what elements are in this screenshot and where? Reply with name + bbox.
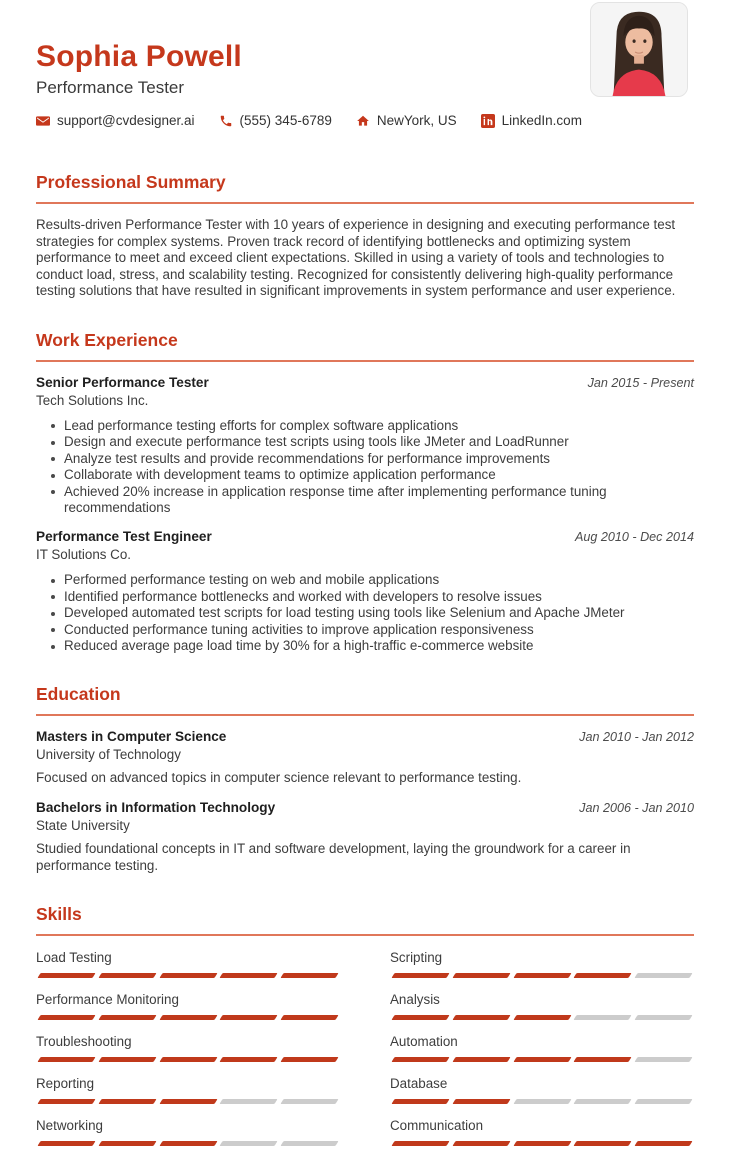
person-job-title: Performance Tester (36, 78, 185, 97)
job-bullet: Collaborate with development teams to optimize application performance (36, 467, 694, 483)
skill-bar-segment (220, 1141, 278, 1146)
skill-bar-segment (159, 1099, 217, 1104)
skill-level-bar (390, 1141, 694, 1146)
degree-title: Bachelors in Information Technology (36, 800, 276, 816)
skill-label: Reporting (36, 1076, 95, 1092)
skill-bar-segment (452, 1057, 510, 1062)
skill-level-bar (36, 973, 340, 978)
contact-email-text: support@cvdesigner.ai (57, 113, 195, 128)
job-bullet: Design and execute performance test scripts using tools like JMeter and LoadRunner (36, 434, 694, 450)
section-education (36, 684, 694, 874)
contact-linkedin-text: LinkedIn.com (501, 113, 582, 128)
skill-item (390, 950, 694, 978)
job-bullet: Achieved 20% increase in application response time after implementing performance tuning recommendations (36, 484, 694, 517)
skill-bar-segment (452, 1015, 510, 1020)
skill-item (36, 1034, 340, 1062)
skill-label: Performance Monitoring (36, 992, 179, 1008)
skill-label: Networking (36, 1118, 103, 1134)
job-bullet: Developed automated test scripts for load testing using tools like Selenium and Apache JMeter (36, 605, 694, 621)
skills-column-left (36, 950, 340, 1160)
contact-phone[interactable] (219, 113, 332, 128)
summary-text: Results-driven Performance Tester with 10 years of experience in designing and executing performance test strategies for complex systems. Proven track record of identifying bottlenecks and optimizing system performance to meet and exceed client expectations. Skilled in using a variety of tools and technologies to conduct load, stress, and scalability testing. Recognized for consistently delivering high-quality performance testing solutions that have resulted in significant improvements in system performance and user experience. (36, 217, 676, 299)
education-entry-head (36, 800, 694, 815)
skill-level-bar (36, 1057, 340, 1062)
contact-location (356, 113, 457, 128)
skill-bar-segment (635, 1141, 693, 1146)
skill-bar-segment (98, 973, 156, 978)
education-entry-head (36, 729, 694, 744)
skill-bar-segment (635, 973, 693, 978)
degree-title: Masters in Computer Science (36, 729, 227, 745)
skill-bar-segment (220, 1015, 278, 1020)
skill-level-bar (390, 1057, 694, 1062)
school-name: University of Technology (36, 747, 181, 763)
skill-item (390, 1034, 694, 1062)
phone-icon (219, 114, 233, 128)
skill-bar-segment (220, 1099, 278, 1104)
section-skills (36, 904, 694, 1160)
skill-item (36, 1076, 340, 1104)
skill-label: Analysis (390, 992, 440, 1008)
skill-bar-segment (574, 973, 632, 978)
skill-label: Load Testing (36, 950, 112, 966)
skill-bar-segment (159, 973, 217, 978)
skill-bar-segment (635, 1099, 693, 1104)
education-description: Focused on advanced topics in computer science relevant to performance testing. (36, 770, 522, 786)
profile-photo (590, 2, 688, 97)
education-entry (36, 800, 694, 874)
skill-label: Database (390, 1076, 448, 1092)
skill-item (390, 1076, 694, 1104)
education-dates: Jan 2006 - Jan 2010 (579, 801, 694, 816)
skill-bar-segment (513, 1099, 571, 1104)
skill-bar-segment (220, 973, 278, 978)
skill-bar-segment (513, 1057, 571, 1062)
skill-level-bar (390, 973, 694, 978)
profile-photo-illustration (591, 3, 687, 96)
person-name: Sophia Powell (36, 40, 242, 73)
skill-bar-segment (98, 1099, 156, 1104)
skill-bar-segment (281, 1057, 339, 1062)
skills-grid (36, 950, 694, 1160)
skill-bar-segment (635, 1015, 693, 1020)
skill-item (36, 1118, 340, 1146)
skill-bar-segment (452, 1099, 510, 1104)
job-bullet-list (36, 572, 694, 654)
skill-bar-segment (574, 1057, 632, 1062)
home-icon (356, 114, 370, 128)
skill-level-bar (36, 1141, 340, 1146)
skill-bar-segment (281, 973, 339, 978)
skill-bar-segment (37, 1015, 95, 1020)
skill-bar-segment (98, 1057, 156, 1062)
job-bullet: Reduced average page load time by 30% for a high-traffic e-commerce website (36, 638, 694, 654)
contact-location-text: NewYork, US (376, 113, 457, 128)
job-entry-head (36, 375, 694, 390)
job-bullet: Conducted performance tuning activities to improve application responsiveness (36, 622, 694, 638)
skill-bar-segment (391, 1057, 449, 1062)
education-entry (36, 729, 694, 787)
skill-bar-segment (452, 1141, 510, 1146)
job-bullet: Identified performance bottlenecks and worked with developers to resolve issues (36, 589, 694, 605)
skill-level-bar (390, 1099, 694, 1104)
job-bullet: Lead performance testing efforts for complex software applications (36, 418, 694, 434)
skill-bar-segment (391, 1141, 449, 1146)
skill-label: Scripting (390, 950, 443, 966)
job-dates: Aug 2010 - Dec 2014 (574, 530, 694, 545)
skill-bar-segment (452, 973, 510, 978)
skill-level-bar (36, 1015, 340, 1020)
section-work-experience (36, 330, 694, 654)
skill-bar-segment (513, 973, 571, 978)
skill-level-bar (36, 1099, 340, 1104)
job-bullet: Performed performance testing on web and mobile applications (36, 572, 694, 588)
skill-item (390, 992, 694, 1020)
skill-bar-segment (37, 1099, 95, 1104)
skill-bar-segment (281, 1099, 339, 1104)
education-description: Studied foundational concepts in IT and software development, laying the groundwork for a career in performance testing. (36, 841, 631, 873)
skill-bar-segment (98, 1141, 156, 1146)
skill-bar-segment (220, 1057, 278, 1062)
skill-bar-segment (513, 1141, 571, 1146)
job-company: Tech Solutions Inc. (36, 392, 149, 408)
skill-bar-segment (391, 1099, 449, 1104)
skill-bar-segment (513, 1015, 571, 1020)
skill-bar-segment (37, 1057, 95, 1062)
job-title-text: Performance Test Engineer (36, 529, 212, 545)
section-professional-summary (36, 172, 694, 300)
skill-bar-segment (574, 1141, 632, 1146)
job-dates: Jan 2015 - Present (587, 375, 694, 390)
section-heading-summary: Professional Summary (36, 172, 694, 204)
skill-label: Troubleshooting (36, 1034, 132, 1050)
job-bullet: Analyze test results and provide recommendations for performance improvements (36, 451, 694, 467)
contact-row (36, 113, 694, 128)
skills-column-right (390, 950, 694, 1160)
section-heading-skills: Skills (36, 904, 694, 936)
job-entry-head (36, 529, 694, 544)
skill-bar-segment (635, 1057, 693, 1062)
job-title-text: Senior Performance Tester (36, 374, 209, 390)
education-dates: Jan 2010 - Jan 2012 (579, 730, 694, 745)
job-entry (36, 375, 694, 516)
section-heading-education: Education (36, 684, 694, 716)
resume-header (36, 0, 694, 128)
skill-bar-segment (574, 1099, 632, 1104)
skill-label: Automation (390, 1034, 458, 1050)
skill-bar-segment (37, 1141, 95, 1146)
skill-bar-segment (37, 973, 95, 978)
contact-phone-text: (555) 345-6789 (239, 113, 332, 128)
skill-bar-segment (391, 973, 449, 978)
job-company: IT Solutions Co. (36, 547, 132, 563)
job-bullet-list (36, 418, 694, 516)
skill-bar-segment (98, 1015, 156, 1020)
school-name: State University (36, 818, 130, 834)
job-entry (36, 529, 694, 654)
skill-level-bar (390, 1015, 694, 1020)
skill-bar-segment (281, 1141, 339, 1146)
skill-bar-segment (159, 1057, 217, 1062)
skill-bar-segment (574, 1015, 632, 1020)
skill-bar-segment (391, 1015, 449, 1020)
linkedin-icon (481, 114, 495, 128)
email-icon (36, 114, 50, 128)
contact-linkedin[interactable] (481, 113, 582, 128)
section-heading-experience: Work Experience (36, 330, 694, 362)
skill-bar-segment (281, 1015, 339, 1020)
skill-item (390, 1118, 694, 1146)
skill-bar-segment (159, 1015, 217, 1020)
skill-label: Communication (390, 1118, 484, 1134)
skill-item (36, 992, 340, 1020)
skill-bar-segment (159, 1141, 217, 1146)
contact-email[interactable] (36, 113, 195, 128)
skill-item (36, 950, 340, 978)
